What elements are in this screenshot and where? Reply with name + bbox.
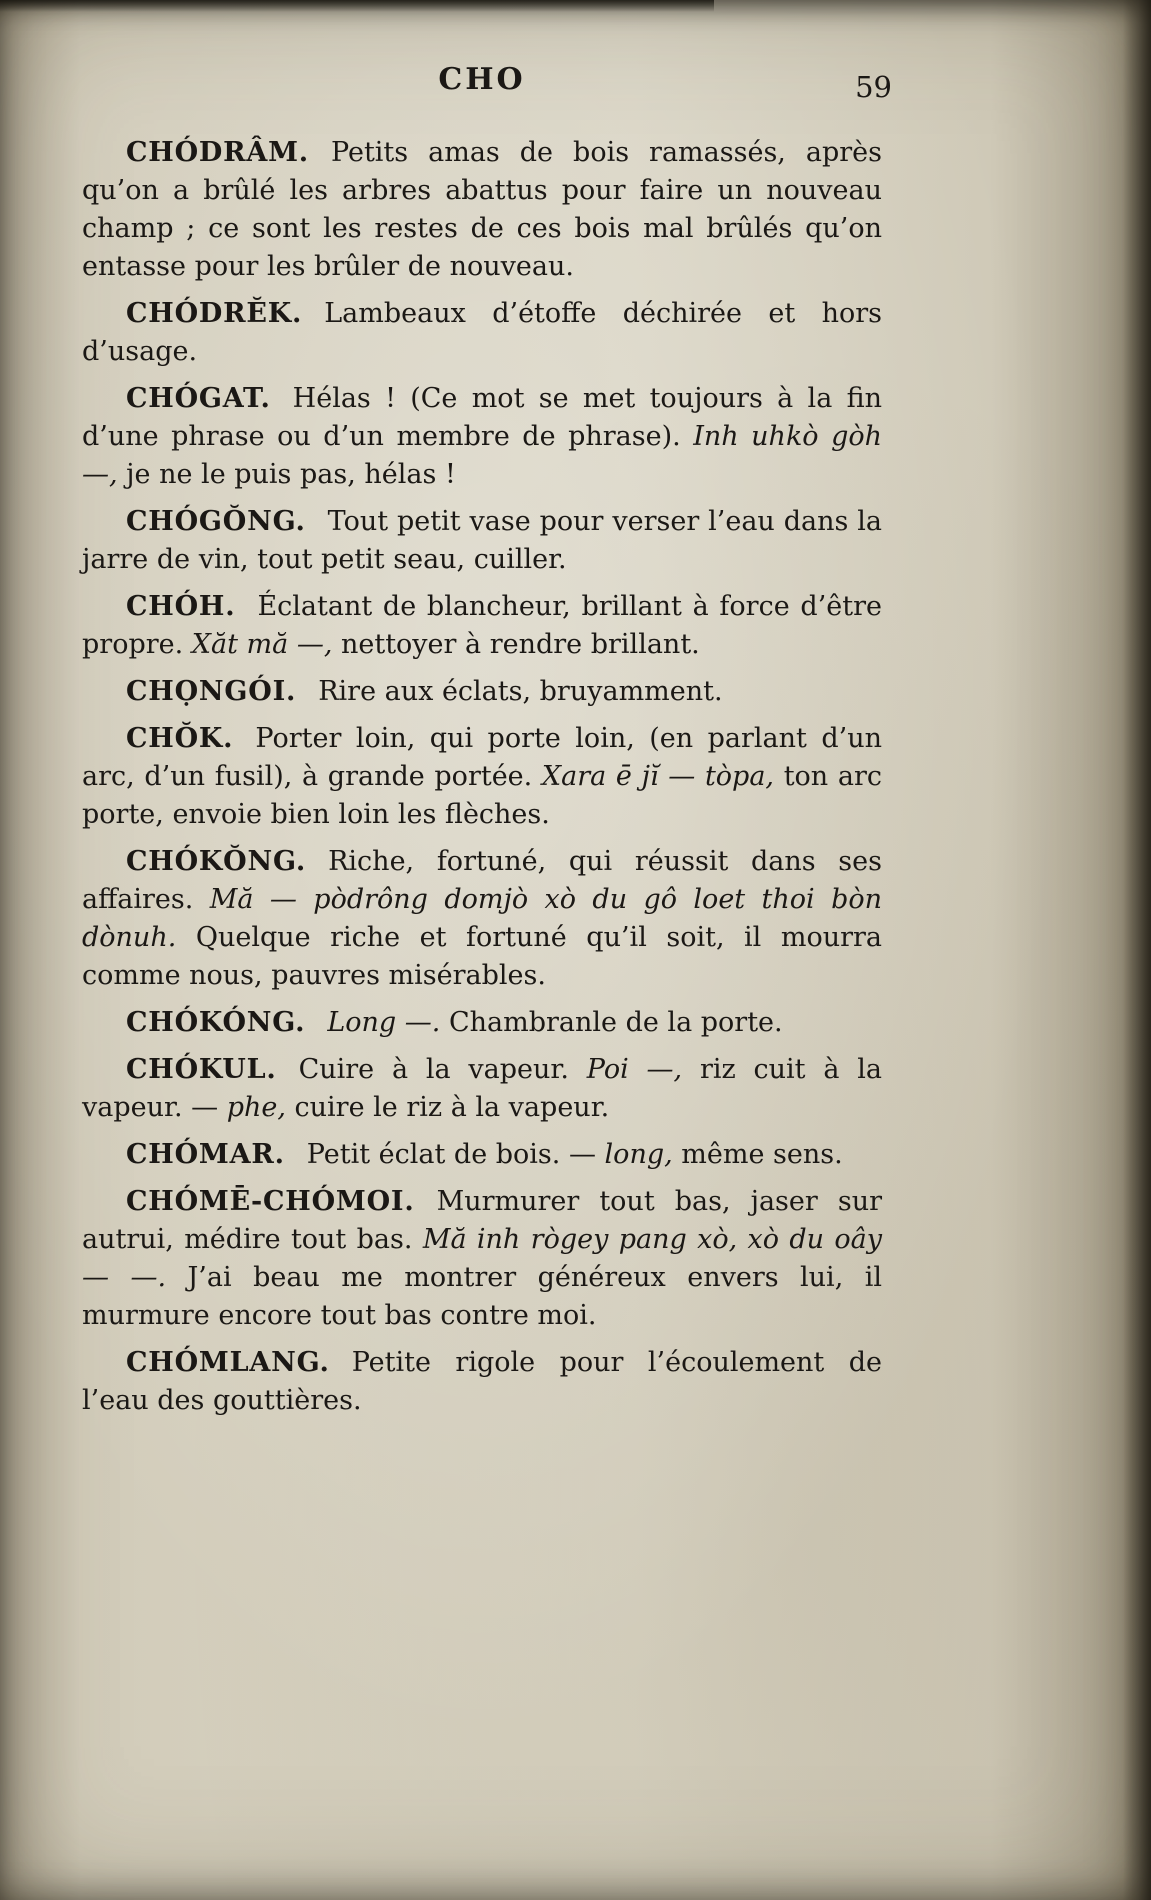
dictionary-entry (82, 380, 882, 494)
dictionary-entry (82, 295, 882, 371)
dictionary-entry (82, 1051, 882, 1127)
entry-headword: CHÓDRÂM. (126, 137, 310, 168)
entry-headword: CHÓMĒ-CHÓMOI. (126, 1186, 415, 1217)
entry-headword: CHỌNGÓI. (126, 676, 297, 707)
entry-text-segment: cuire le riz à la vapeur. (294, 1092, 610, 1123)
entry-text-segment: Tout petit vase pour verser l’eau dans la jarre de vin, tout petit seau, cuiller. (82, 506, 882, 575)
dictionary-entry (82, 1344, 882, 1420)
page-header (82, 62, 892, 108)
entry-text-segment: Petite rigole pour l’écoulement de l’eau des gouttières. (82, 1347, 882, 1416)
entry-headword: CHÓH. (126, 591, 236, 622)
entry-text-segment: je ne le puis pas, hélas ! (126, 459, 456, 490)
entry-text-segment: Mă inh rògey pang xò, xò du oây — —. (82, 1224, 882, 1293)
dictionary-entry (82, 720, 882, 834)
entry-text-segment: long, (604, 1139, 682, 1170)
entry-text-segment: phe, (226, 1092, 295, 1123)
running-title: CHO (438, 62, 526, 97)
entry-text-segment: Inh uhkò gòh —, (82, 421, 882, 490)
entry-text-segment: Quelque riche et fortuné qu’il soit, il mourra comme nous, pauvres misérables. (82, 922, 882, 991)
dictionary-entry (82, 134, 882, 286)
entry-headword: CHÓKŎNG. (126, 846, 307, 877)
entry-text-segment: Petit éclat de bois. — (306, 1139, 605, 1170)
entry-text-segment: Éclatant de blancheur, brillant à force d’être propre. (82, 591, 882, 660)
dictionary-entry (82, 1136, 882, 1174)
dictionary-entry (82, 588, 882, 664)
entry-headword: CHÓGŎNG. (126, 506, 306, 537)
entry-text-segment: Porter loin, qui porte loin, (en parlant d’un arc, d’un fusil), à grande portée. (82, 723, 882, 792)
entry-text-segment: Mă — pòdrông domjò xò du gô loet thoi bòn dònuh. (82, 884, 883, 953)
entry-text-segment: Riche, fortuné, qui réussit dans ses affaires. (82, 846, 882, 915)
entry-text-segment: Hélas ! (Ce mot se met toujours à la fin d’une phrase ou d’un membre de phrase). (82, 383, 882, 452)
dictionary-entry (82, 673, 882, 711)
entry-text-segment: Murmurer tout bas, jaser sur autrui, médire tout bas. (82, 1186, 882, 1255)
entry-headword: CHÓKUL. (126, 1054, 277, 1085)
entry-headword: CHÓGAT. (126, 383, 271, 414)
entry-headword: CHÓKÓNG. (126, 1007, 306, 1038)
entry-text-segment: ton arc porte, envoie bien loin les flèches. (82, 761, 882, 830)
entry-text-segment: même sens. (681, 1139, 843, 1170)
entry-headword: CHŎK. (126, 723, 234, 754)
entry-text-segment: Chambranle de la porte. (448, 1007, 783, 1038)
entry-headword: CHÓDRĔK. (126, 298, 303, 329)
entry-text-segment: Cuire à la vapeur. (298, 1054, 587, 1085)
entry-text-segment: Rire aux éclats, bruyamment. (318, 676, 723, 707)
entry-text-segment: nettoyer à rendre brillant. (340, 629, 700, 660)
dictionary-entry (82, 843, 882, 995)
entry-text-segment: Poi —, (586, 1054, 700, 1085)
entry-headword: CHÓMLANG. (126, 1347, 330, 1378)
dictionary-entry (82, 1004, 882, 1042)
entry-text-segment: Long —. (327, 1007, 449, 1038)
entry-text-segment: J’ai beau me montrer généreux envers lui, il murmure encore tout bas contre moi. (82, 1262, 882, 1331)
dictionary-entry (82, 1183, 882, 1335)
entry-text-segment: Lambeaux d’étoffe déchirée et hors d’usage. (82, 298, 882, 367)
dictionary-entry (82, 503, 882, 579)
entry-text-segment: Petits amas de bois ramassés, après qu’on a brûlé les arbres abattus pour faire un nouveau champ ; ce sont les restes de ces bois mal brûlés qu’on entasse pour les brûler de nouveau. (82, 137, 882, 282)
scan-edge-shadow-right (1123, 0, 1151, 1900)
page-number: 59 (855, 70, 892, 104)
entry-text-segment: Xăt mă —, (191, 629, 341, 660)
entry-headword: CHÓMAR. (126, 1139, 285, 1170)
entry-text-segment: Xara ē jĭ — tòpa, (541, 761, 784, 792)
entry-text-segment: riz cuit à la vapeur. — (82, 1054, 882, 1123)
